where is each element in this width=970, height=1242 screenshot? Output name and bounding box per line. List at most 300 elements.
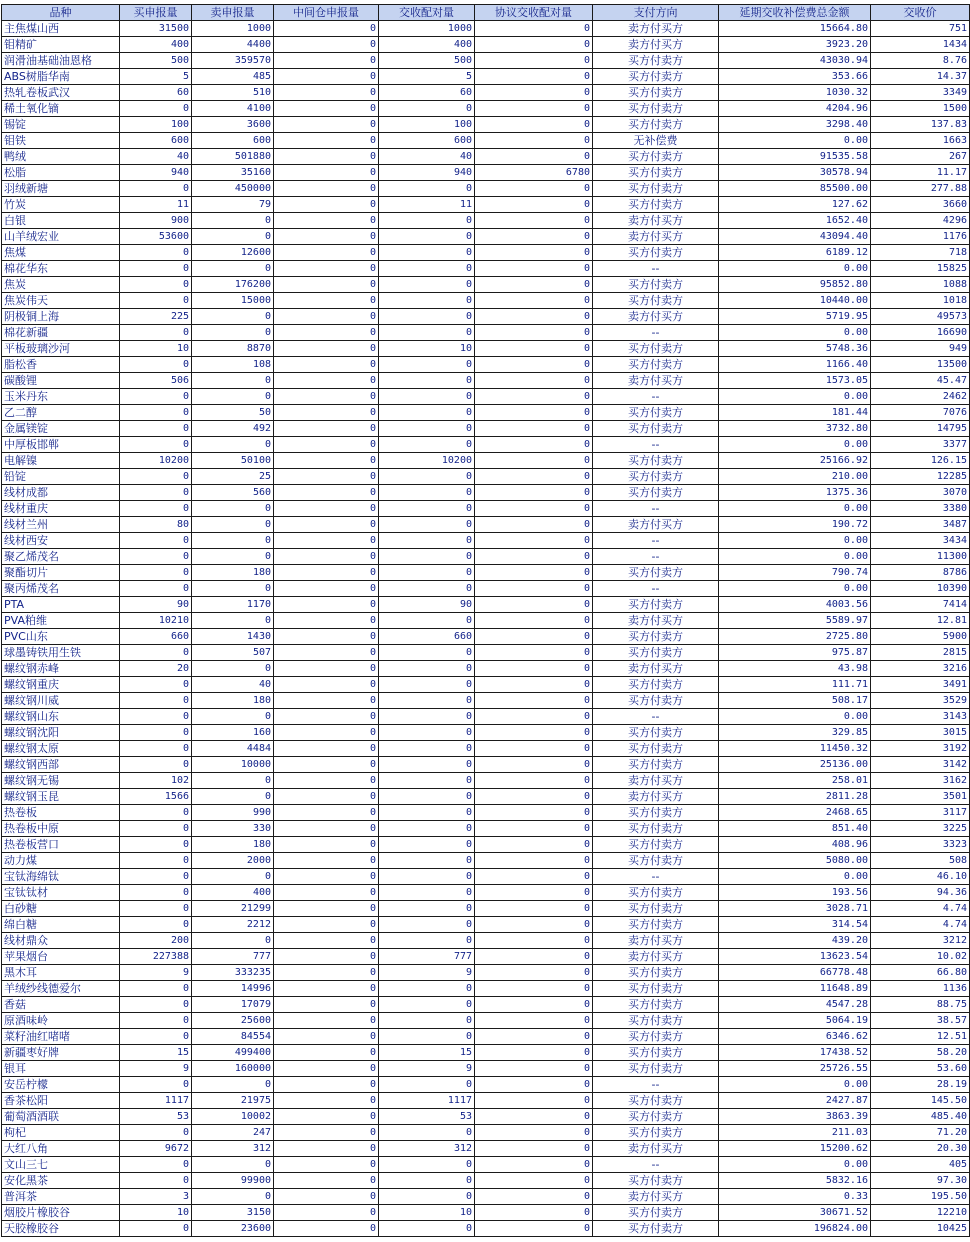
cell-sell-qty: 4100 bbox=[192, 101, 274, 117]
cell-price: 38.57 bbox=[871, 1013, 970, 1029]
cell-mid-qty: 0 bbox=[274, 197, 379, 213]
cell-direction: 卖方付买方 bbox=[593, 789, 719, 805]
cell-mid-qty: 0 bbox=[274, 853, 379, 869]
cell-compensation: 5064.19 bbox=[719, 1013, 871, 1029]
cell-product: 天胶橡胶谷 bbox=[2, 1221, 120, 1237]
cell-compensation: 43094.40 bbox=[719, 229, 871, 245]
cell-product: 宝钛钛材 bbox=[2, 885, 120, 901]
cell-matched-qty: 0 bbox=[379, 1013, 475, 1029]
cell-product: 聚丙烯茂名 bbox=[2, 581, 120, 597]
cell-buy-qty: 80 bbox=[120, 517, 192, 533]
cell-product: PTA bbox=[2, 597, 120, 613]
cell-sell-qty: 180 bbox=[192, 837, 274, 853]
cell-agreement-qty: 0 bbox=[475, 357, 593, 373]
table-row bbox=[2, 133, 970, 149]
cell-matched-qty: 0 bbox=[379, 1221, 475, 1237]
cell-mid-qty: 0 bbox=[274, 869, 379, 885]
table-row bbox=[2, 789, 970, 805]
table-row bbox=[2, 165, 970, 181]
cell-matched-qty: 0 bbox=[379, 741, 475, 757]
cell-product: 螺纹钢赤峰 bbox=[2, 661, 120, 677]
cell-buy-qty: 0 bbox=[120, 725, 192, 741]
cell-product: ABS树脂华南 bbox=[2, 69, 120, 85]
cell-product: 羽绒新塘 bbox=[2, 181, 120, 197]
cell-compensation: 0.00 bbox=[719, 133, 871, 149]
cell-buy-qty: 506 bbox=[120, 373, 192, 389]
cell-mid-qty: 0 bbox=[274, 229, 379, 245]
cell-mid-qty: 0 bbox=[274, 1093, 379, 1109]
cell-product: 焦炭 bbox=[2, 277, 120, 293]
table-row bbox=[2, 821, 970, 837]
cell-product: 香菇 bbox=[2, 997, 120, 1013]
table-row bbox=[2, 197, 970, 213]
cell-mid-qty: 0 bbox=[274, 1221, 379, 1237]
cell-mid-qty: 0 bbox=[274, 405, 379, 421]
cell-price: 2462 bbox=[871, 389, 970, 405]
cell-buy-qty: 1566 bbox=[120, 789, 192, 805]
cell-product: PVA粕维 bbox=[2, 613, 120, 629]
cell-agreement-qty: 0 bbox=[475, 85, 593, 101]
cell-mid-qty: 0 bbox=[274, 453, 379, 469]
cell-buy-qty: 10 bbox=[120, 1205, 192, 1221]
table-row bbox=[2, 453, 970, 469]
cell-matched-qty: 0 bbox=[379, 613, 475, 629]
cell-sell-qty: 160 bbox=[192, 725, 274, 741]
cell-agreement-qty: 0 bbox=[475, 997, 593, 1013]
cell-sell-qty: 0 bbox=[192, 533, 274, 549]
cell-price: 949 bbox=[871, 341, 970, 357]
cell-sell-qty: 3600 bbox=[192, 117, 274, 133]
cell-product: 山羊绒宏业 bbox=[2, 229, 120, 245]
cell-matched-qty: 0 bbox=[379, 533, 475, 549]
cell-direction: -- bbox=[593, 581, 719, 597]
cell-buy-qty: 660 bbox=[120, 629, 192, 645]
cell-matched-qty: 0 bbox=[379, 565, 475, 581]
cell-mid-qty: 0 bbox=[274, 917, 379, 933]
cell-mid-qty: 0 bbox=[274, 773, 379, 789]
cell-product: 线材西安 bbox=[2, 533, 120, 549]
cell-agreement-qty: 0 bbox=[475, 437, 593, 453]
cell-matched-qty: 0 bbox=[379, 677, 475, 693]
cell-mid-qty: 0 bbox=[274, 821, 379, 837]
cell-buy-qty: 9 bbox=[120, 1061, 192, 1077]
cell-matched-qty: 0 bbox=[379, 325, 475, 341]
cell-mid-qty: 0 bbox=[274, 837, 379, 853]
cell-buy-qty: 0 bbox=[120, 981, 192, 997]
cell-buy-qty: 0 bbox=[120, 565, 192, 581]
table-row bbox=[2, 933, 970, 949]
cell-price: 3487 bbox=[871, 517, 970, 533]
cell-product: 白砂糖 bbox=[2, 901, 120, 917]
cell-sell-qty: 0 bbox=[192, 325, 274, 341]
cell-compensation: 10440.00 bbox=[719, 293, 871, 309]
cell-agreement-qty: 0 bbox=[475, 933, 593, 949]
table-row bbox=[2, 901, 970, 917]
delivery-table bbox=[1, 4, 970, 1237]
cell-sell-qty: 12600 bbox=[192, 245, 274, 261]
cell-mid-qty: 0 bbox=[274, 245, 379, 261]
cell-price: 405 bbox=[871, 1157, 970, 1173]
cell-direction: 买方付卖方 bbox=[593, 1221, 719, 1237]
cell-matched-qty: 660 bbox=[379, 629, 475, 645]
table-row bbox=[2, 837, 970, 853]
cell-compensation: 3028.71 bbox=[719, 901, 871, 917]
cell-matched-qty: 0 bbox=[379, 245, 475, 261]
cell-product: 热卷板 bbox=[2, 805, 120, 821]
cell-price: 3117 bbox=[871, 805, 970, 821]
cell-price: 94.36 bbox=[871, 885, 970, 901]
cell-sell-qty: 0 bbox=[192, 229, 274, 245]
cell-compensation: 6189.12 bbox=[719, 245, 871, 261]
cell-agreement-qty: 0 bbox=[475, 773, 593, 789]
cell-buy-qty: 0 bbox=[120, 693, 192, 709]
cell-buy-qty: 900 bbox=[120, 213, 192, 229]
cell-agreement-qty: 0 bbox=[475, 37, 593, 53]
cell-mid-qty: 0 bbox=[274, 85, 379, 101]
cell-agreement-qty: 0 bbox=[475, 549, 593, 565]
cell-buy-qty: 0 bbox=[120, 1077, 192, 1093]
table-row bbox=[2, 229, 970, 245]
cell-buy-qty: 500 bbox=[120, 53, 192, 69]
cell-product: 螺纹钢太原 bbox=[2, 741, 120, 757]
cell-price: 5900 bbox=[871, 629, 970, 645]
cell-compensation: 13623.54 bbox=[719, 949, 871, 965]
cell-product: 烟胶片橡胶谷 bbox=[2, 1205, 120, 1221]
cell-price: 3380 bbox=[871, 501, 970, 517]
cell-mid-qty: 0 bbox=[274, 101, 379, 117]
cell-buy-qty: 9 bbox=[120, 965, 192, 981]
cell-direction: 买方付卖方 bbox=[593, 1029, 719, 1045]
cell-product: 热卷板营口 bbox=[2, 837, 120, 853]
cell-direction: 买方付卖方 bbox=[593, 293, 719, 309]
table-row bbox=[2, 1125, 970, 1141]
cell-product: 棉花华东 bbox=[2, 261, 120, 277]
cell-sell-qty: 160000 bbox=[192, 1061, 274, 1077]
cell-price: 3660 bbox=[871, 197, 970, 213]
cell-agreement-qty: 0 bbox=[475, 117, 593, 133]
cell-mid-qty: 0 bbox=[274, 581, 379, 597]
cell-buy-qty: 0 bbox=[120, 181, 192, 197]
cell-matched-qty: 90 bbox=[379, 597, 475, 613]
cell-sell-qty: 510 bbox=[192, 85, 274, 101]
cell-mid-qty: 0 bbox=[274, 1061, 379, 1077]
cell-agreement-qty: 0 bbox=[475, 453, 593, 469]
cell-product: 银耳 bbox=[2, 1061, 120, 1077]
cell-buy-qty: 10210 bbox=[120, 613, 192, 629]
cell-sell-qty: 0 bbox=[192, 437, 274, 453]
cell-mid-qty: 0 bbox=[274, 997, 379, 1013]
cell-direction: -- bbox=[593, 261, 719, 277]
cell-price: 14795 bbox=[871, 421, 970, 437]
cell-buy-qty: 0 bbox=[120, 357, 192, 373]
cell-buy-qty: 0 bbox=[120, 1125, 192, 1141]
cell-agreement-qty: 0 bbox=[475, 133, 593, 149]
cell-compensation: 4547.28 bbox=[719, 997, 871, 1013]
cell-price: 3323 bbox=[871, 837, 970, 853]
cell-direction: 买方付卖方 bbox=[593, 885, 719, 901]
cell-matched-qty: 0 bbox=[379, 901, 475, 917]
table-row bbox=[2, 693, 970, 709]
cell-matched-qty: 0 bbox=[379, 485, 475, 501]
cell-compensation: 11450.32 bbox=[719, 741, 871, 757]
cell-agreement-qty: 0 bbox=[475, 373, 593, 389]
cell-agreement-qty: 0 bbox=[475, 693, 593, 709]
cell-buy-qty: 0 bbox=[120, 821, 192, 837]
cell-buy-qty: 0 bbox=[120, 741, 192, 757]
cell-direction: 卖方付买方 bbox=[593, 517, 719, 533]
cell-compensation: 353.66 bbox=[719, 69, 871, 85]
cell-product: 碳酸锂 bbox=[2, 373, 120, 389]
cell-agreement-qty: 0 bbox=[475, 965, 593, 981]
cell-buy-qty: 3 bbox=[120, 1189, 192, 1205]
cell-mid-qty: 0 bbox=[274, 805, 379, 821]
cell-mid-qty: 0 bbox=[274, 293, 379, 309]
cell-compensation: 439.20 bbox=[719, 933, 871, 949]
cell-direction: 买方付卖方 bbox=[593, 1173, 719, 1189]
cell-sell-qty: 8870 bbox=[192, 341, 274, 357]
cell-buy-qty: 10200 bbox=[120, 453, 192, 469]
cell-buy-qty: 0 bbox=[120, 501, 192, 517]
cell-agreement-qty: 0 bbox=[475, 277, 593, 293]
cell-price: 16690 bbox=[871, 325, 970, 341]
cell-sell-qty: 247 bbox=[192, 1125, 274, 1141]
header-delivery-price: 交收价 bbox=[871, 5, 970, 21]
table-row bbox=[2, 597, 970, 613]
cell-agreement-qty: 0 bbox=[475, 821, 593, 837]
cell-mid-qty: 0 bbox=[274, 1157, 379, 1173]
cell-compensation: 3863.39 bbox=[719, 1109, 871, 1125]
cell-compensation: 0.00 bbox=[719, 261, 871, 277]
cell-compensation: 0.33 bbox=[719, 1189, 871, 1205]
cell-matched-qty: 0 bbox=[379, 1077, 475, 1093]
cell-sell-qty: 0 bbox=[192, 661, 274, 677]
cell-compensation: 11648.89 bbox=[719, 981, 871, 997]
cell-price: 12210 bbox=[871, 1205, 970, 1221]
cell-agreement-qty: 0 bbox=[475, 1157, 593, 1173]
cell-buy-qty: 0 bbox=[120, 1013, 192, 1029]
cell-product: 文山三七 bbox=[2, 1157, 120, 1173]
cell-mid-qty: 0 bbox=[274, 789, 379, 805]
table-row bbox=[2, 965, 970, 981]
cell-agreement-qty: 0 bbox=[475, 949, 593, 965]
cell-direction: 卖方付买方 bbox=[593, 949, 719, 965]
cell-agreement-qty: 0 bbox=[475, 261, 593, 277]
cell-direction: 买方付卖方 bbox=[593, 805, 719, 821]
table-row bbox=[2, 1045, 970, 1061]
cell-compensation: 190.72 bbox=[719, 517, 871, 533]
cell-price: 485.40 bbox=[871, 1109, 970, 1125]
cell-agreement-qty: 0 bbox=[475, 1221, 593, 1237]
cell-sell-qty: 1170 bbox=[192, 597, 274, 613]
cell-matched-qty: 0 bbox=[379, 373, 475, 389]
cell-direction: 买方付卖方 bbox=[593, 757, 719, 773]
cell-sell-qty: 492 bbox=[192, 421, 274, 437]
cell-sell-qty: 17079 bbox=[192, 997, 274, 1013]
table-row bbox=[2, 21, 970, 37]
cell-direction: -- bbox=[593, 709, 719, 725]
cell-mid-qty: 0 bbox=[274, 117, 379, 133]
cell-compensation: 25136.00 bbox=[719, 757, 871, 773]
cell-matched-qty: 0 bbox=[379, 309, 475, 325]
cell-product: 线材兰州 bbox=[2, 517, 120, 533]
cell-product: 钼精矿 bbox=[2, 37, 120, 53]
cell-mid-qty: 0 bbox=[274, 133, 379, 149]
cell-agreement-qty: 0 bbox=[475, 341, 593, 357]
cell-agreement-qty: 0 bbox=[475, 501, 593, 517]
cell-price: 10425 bbox=[871, 1221, 970, 1237]
cell-sell-qty: 0 bbox=[192, 869, 274, 885]
cell-compensation: 127.62 bbox=[719, 197, 871, 213]
cell-compensation: 1652.40 bbox=[719, 213, 871, 229]
cell-mid-qty: 0 bbox=[274, 277, 379, 293]
cell-agreement-qty: 0 bbox=[475, 389, 593, 405]
cell-matched-qty: 60 bbox=[379, 85, 475, 101]
cell-mid-qty: 0 bbox=[274, 1205, 379, 1221]
table-row bbox=[2, 341, 970, 357]
cell-product: 钼铁 bbox=[2, 133, 120, 149]
cell-compensation: 15200.62 bbox=[719, 1141, 871, 1157]
cell-product: 主焦煤山西 bbox=[2, 21, 120, 37]
cell-buy-qty: 0 bbox=[120, 549, 192, 565]
cell-buy-qty: 5 bbox=[120, 69, 192, 85]
cell-product: 普洱茶 bbox=[2, 1189, 120, 1205]
cell-agreement-qty: 0 bbox=[475, 1061, 593, 1077]
table-row bbox=[2, 117, 970, 133]
cell-agreement-qty: 0 bbox=[475, 469, 593, 485]
cell-mid-qty: 0 bbox=[274, 933, 379, 949]
cell-compensation: 210.00 bbox=[719, 469, 871, 485]
cell-price: 3529 bbox=[871, 693, 970, 709]
cell-direction: 买方付卖方 bbox=[593, 53, 719, 69]
cell-matched-qty: 0 bbox=[379, 837, 475, 853]
cell-direction: 买方付卖方 bbox=[593, 197, 719, 213]
table-row bbox=[2, 213, 970, 229]
cell-mid-qty: 0 bbox=[274, 437, 379, 453]
cell-matched-qty: 0 bbox=[379, 181, 475, 197]
cell-sell-qty: 0 bbox=[192, 709, 274, 725]
cell-price: 718 bbox=[871, 245, 970, 261]
cell-direction: 买方付卖方 bbox=[593, 453, 719, 469]
cell-compensation: 5748.36 bbox=[719, 341, 871, 357]
cell-matched-qty: 10 bbox=[379, 1205, 475, 1221]
cell-product: PVC山东 bbox=[2, 629, 120, 645]
cell-mid-qty: 0 bbox=[274, 389, 379, 405]
cell-sell-qty: 10000 bbox=[192, 757, 274, 773]
cell-direction: 买方付卖方 bbox=[593, 165, 719, 181]
cell-price: 3491 bbox=[871, 677, 970, 693]
cell-direction: -- bbox=[593, 533, 719, 549]
cell-price: 137.83 bbox=[871, 117, 970, 133]
cell-agreement-qty: 0 bbox=[475, 725, 593, 741]
cell-buy-qty: 53 bbox=[120, 1109, 192, 1125]
cell-price: 3143 bbox=[871, 709, 970, 725]
cell-agreement-qty: 0 bbox=[475, 645, 593, 661]
cell-price: 28.19 bbox=[871, 1077, 970, 1093]
cell-matched-qty: 0 bbox=[379, 853, 475, 869]
cell-price: 3349 bbox=[871, 85, 970, 101]
cell-direction: 买方付卖方 bbox=[593, 69, 719, 85]
cell-matched-qty: 1117 bbox=[379, 1093, 475, 1109]
cell-direction: 卖方付买方 bbox=[593, 21, 719, 37]
cell-price: 11.17 bbox=[871, 165, 970, 181]
cell-direction: 买方付卖方 bbox=[593, 485, 719, 501]
cell-product: 大红八角 bbox=[2, 1141, 120, 1157]
cell-compensation: 0.00 bbox=[719, 581, 871, 597]
table-row bbox=[2, 245, 970, 261]
cell-matched-qty: 0 bbox=[379, 1173, 475, 1189]
cell-product: 乙二醇 bbox=[2, 405, 120, 421]
cell-product: 焦煤 bbox=[2, 245, 120, 261]
cell-matched-qty: 100 bbox=[379, 117, 475, 133]
cell-buy-qty: 0 bbox=[120, 1173, 192, 1189]
cell-product: 螺纹钢西部 bbox=[2, 757, 120, 773]
cell-direction: 买方付卖方 bbox=[593, 341, 719, 357]
cell-mid-qty: 0 bbox=[274, 37, 379, 53]
cell-matched-qty: 0 bbox=[379, 261, 475, 277]
cell-agreement-qty: 0 bbox=[475, 517, 593, 533]
cell-sell-qty: 21299 bbox=[192, 901, 274, 917]
cell-compensation: 2427.87 bbox=[719, 1093, 871, 1109]
cell-compensation: 30578.94 bbox=[719, 165, 871, 181]
table-row bbox=[2, 389, 970, 405]
table-row bbox=[2, 533, 970, 549]
cell-price: 145.50 bbox=[871, 1093, 970, 1109]
cell-agreement-qty: 0 bbox=[475, 1141, 593, 1157]
cell-direction: 买方付卖方 bbox=[593, 101, 719, 117]
cell-sell-qty: 108 bbox=[192, 357, 274, 373]
cell-matched-qty: 0 bbox=[379, 645, 475, 661]
table-row bbox=[2, 53, 970, 69]
cell-buy-qty: 0 bbox=[120, 389, 192, 405]
cell-price: 126.15 bbox=[871, 453, 970, 469]
cell-product: 锡锭 bbox=[2, 117, 120, 133]
cell-matched-qty: 0 bbox=[379, 821, 475, 837]
cell-mid-qty: 0 bbox=[274, 629, 379, 645]
cell-agreement-qty: 0 bbox=[475, 757, 593, 773]
header-matched-qty: 交收配对量 bbox=[379, 5, 475, 21]
header-compensation-total: 延期交收补偿费总金额 bbox=[719, 5, 871, 21]
header-product: 品种 bbox=[2, 5, 120, 21]
cell-direction: 卖方付买方 bbox=[593, 229, 719, 245]
cell-matched-qty: 0 bbox=[379, 725, 475, 741]
cell-matched-qty: 0 bbox=[379, 1157, 475, 1173]
cell-direction: 卖方付买方 bbox=[593, 613, 719, 629]
cell-compensation: 43.98 bbox=[719, 661, 871, 677]
cell-mid-qty: 0 bbox=[274, 741, 379, 757]
cell-matched-qty: 777 bbox=[379, 949, 475, 965]
cell-agreement-qty: 0 bbox=[475, 197, 593, 213]
table-row bbox=[2, 1173, 970, 1189]
cell-direction: 买方付卖方 bbox=[593, 645, 719, 661]
table-row bbox=[2, 549, 970, 565]
table-row bbox=[2, 869, 970, 885]
table-row bbox=[2, 1189, 970, 1205]
cell-mid-qty: 0 bbox=[274, 149, 379, 165]
cell-compensation: 25166.92 bbox=[719, 453, 871, 469]
cell-agreement-qty: 0 bbox=[475, 101, 593, 117]
cell-compensation: 3298.40 bbox=[719, 117, 871, 133]
cell-direction: 买方付卖方 bbox=[593, 469, 719, 485]
table-row bbox=[2, 85, 970, 101]
cell-matched-qty: 53 bbox=[379, 1109, 475, 1125]
cell-buy-qty: 31500 bbox=[120, 21, 192, 37]
cell-mid-qty: 0 bbox=[274, 517, 379, 533]
cell-mid-qty: 0 bbox=[274, 1173, 379, 1189]
cell-matched-qty: 0 bbox=[379, 213, 475, 229]
cell-buy-qty: 90 bbox=[120, 597, 192, 613]
cell-agreement-qty: 0 bbox=[475, 613, 593, 629]
cell-agreement-qty: 0 bbox=[475, 917, 593, 933]
